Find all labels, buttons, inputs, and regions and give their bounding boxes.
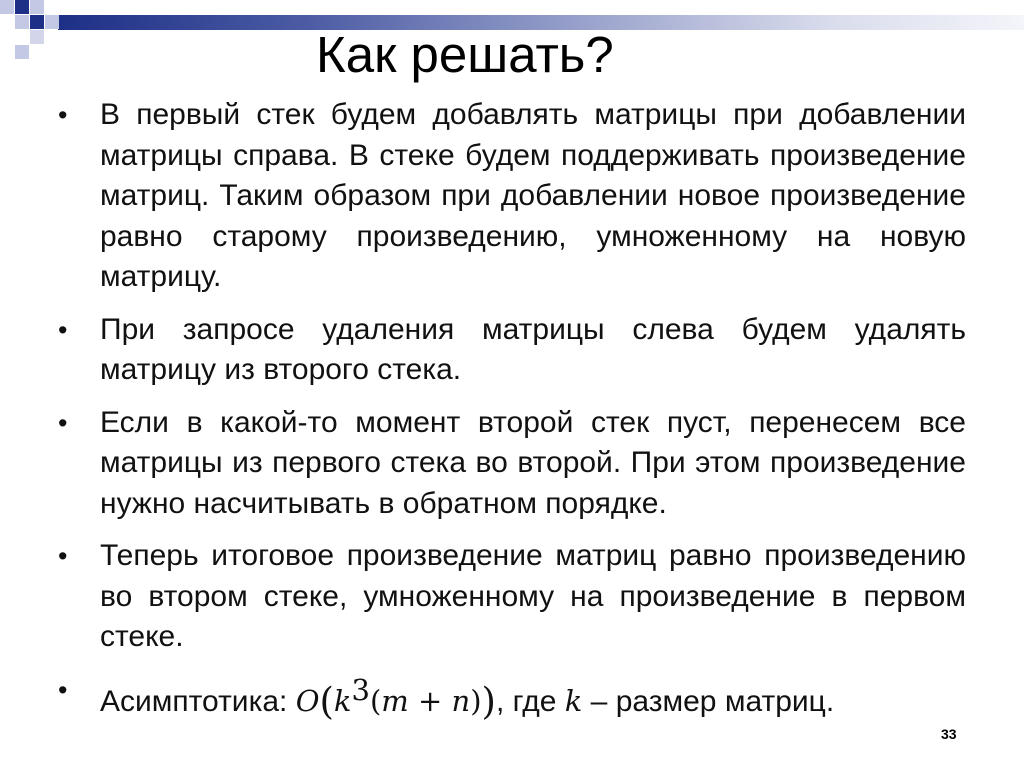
bullet-icon: • xyxy=(58,674,68,705)
complexity-suffix: – размер матриц. xyxy=(582,684,835,718)
bullet-item-complexity xyxy=(56,670,966,723)
bullet-item xyxy=(56,95,966,298)
bullet-list xyxy=(56,95,966,722)
bullet-icon: • xyxy=(58,314,68,345)
bullet-icon: • xyxy=(58,541,68,571)
bullet-text: Если в какой-то момент второй стек пуст, перенесем все матрицы из первого стека во второй. При этом произведение нужно насчитывать в обратном порядке. xyxy=(100,405,966,520)
bullet-icon: • xyxy=(58,407,68,438)
math-k: k xyxy=(333,683,352,718)
deco-square xyxy=(30,30,44,44)
deco-square xyxy=(45,15,59,29)
deco-square xyxy=(30,0,44,14)
deco-square xyxy=(0,0,14,14)
bullet-text: При запросе удаления матрицы слева будем удалять матрицу из второго стека. xyxy=(100,312,966,386)
math-paren-open: ( xyxy=(319,679,334,723)
slide-title: Как решать? xyxy=(316,26,614,83)
math-paren-inner-open: ( xyxy=(369,683,382,718)
math-m-plus-n: m + n xyxy=(381,683,471,718)
math-exponent: 3 xyxy=(351,672,370,707)
bullet-item xyxy=(56,536,966,658)
complexity-middle: , где xyxy=(495,684,565,718)
math-var-k: k xyxy=(564,683,583,718)
bullet-item xyxy=(56,310,966,391)
complexity-prefix: Асимптотика: xyxy=(100,684,296,718)
math-paren-inner-close: ) xyxy=(470,683,482,718)
bullet-text: В первый стек будем добавлять матрицы при добавлении матрицы справа. В стеке будем поддерживать произведение матриц. Таким образом при добавлении новое произведение равно старому произведению, умноженному на новую матрицу. xyxy=(100,98,966,293)
bullet-icon: • xyxy=(58,100,68,130)
bullet-item xyxy=(56,403,966,525)
deco-square xyxy=(30,15,44,29)
bullet-text: Теперь итоговое произведение матриц равно произведению во втором стеке, умноженному на произведение в первом стеке. xyxy=(100,539,966,653)
deco-square xyxy=(15,0,29,14)
math-paren-close: ) xyxy=(481,679,496,723)
page-number: 33 xyxy=(941,726,957,742)
math-big-o: O xyxy=(295,683,320,718)
deco-square xyxy=(15,45,29,59)
deco-square xyxy=(15,15,29,29)
